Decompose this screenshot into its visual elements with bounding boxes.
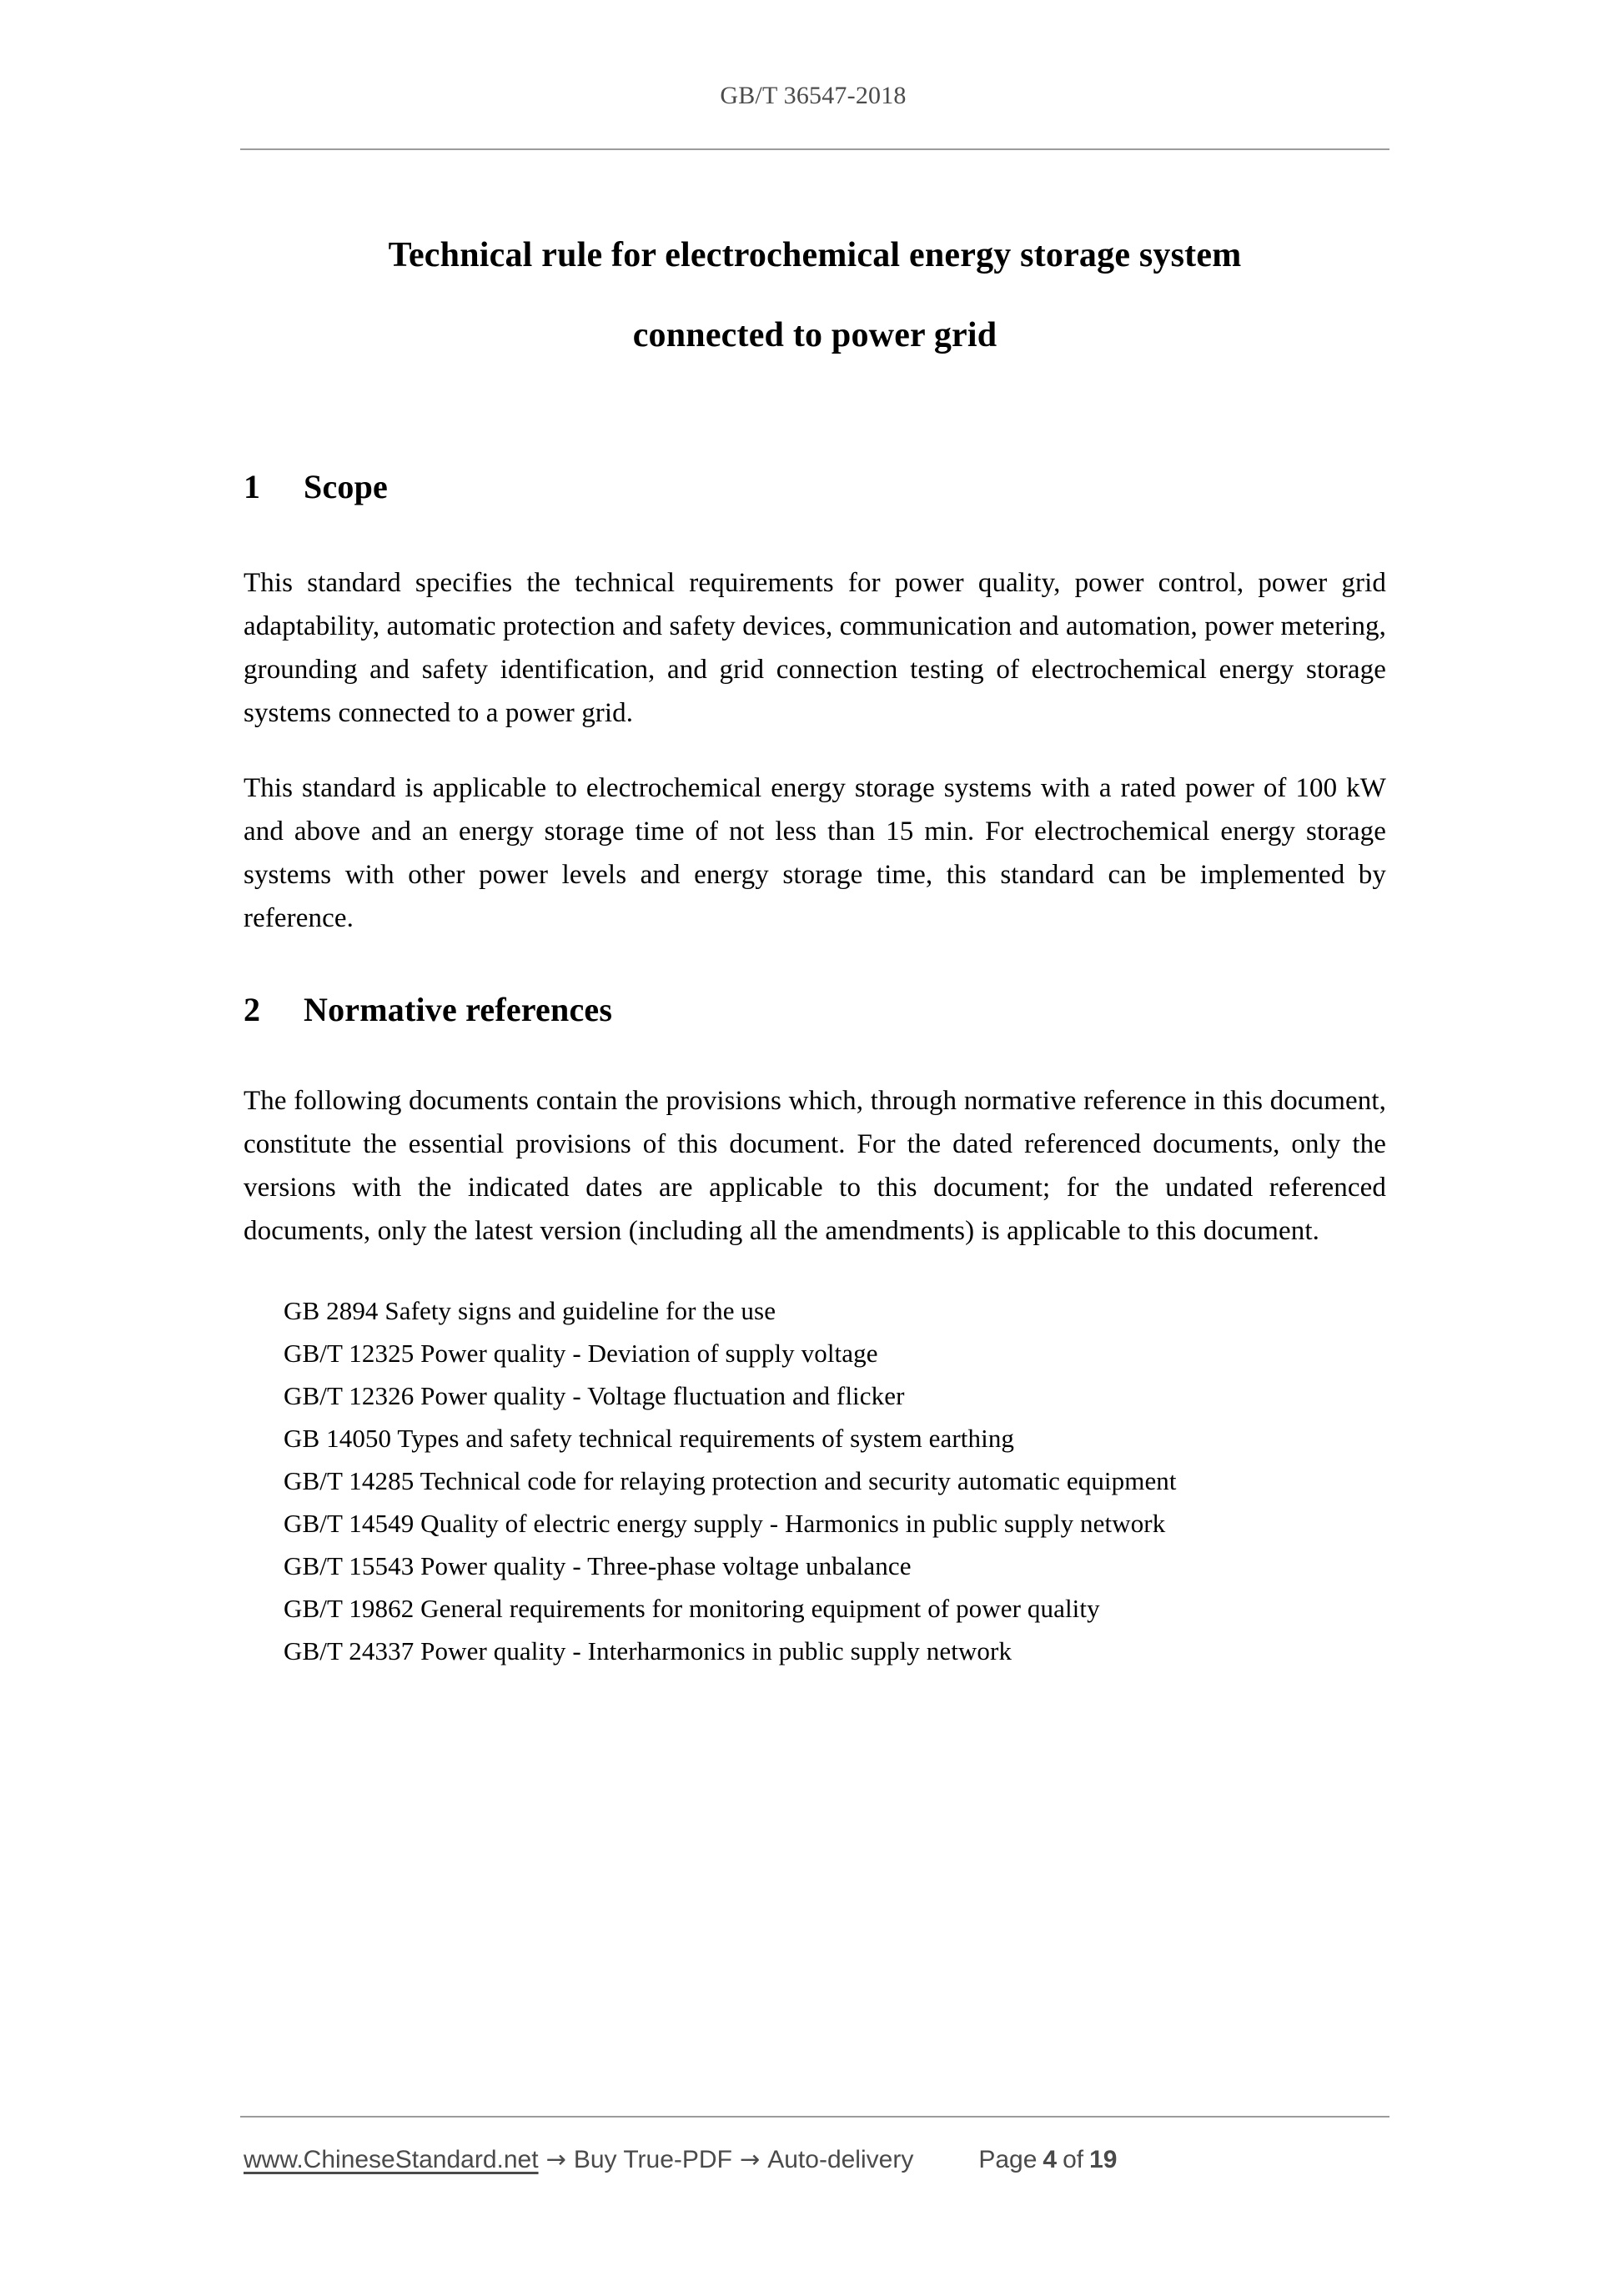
list-item: GB/T 19862 General requirements for monitoring equipment of power quality — [284, 1594, 1100, 1624]
normative-references-paragraph: The following documents contain the provisions which, through normative reference in this document, constitute the essential provisions of this document. For the dated referenced documents, only the versions with the indicated dates are applicable to this document; for the undated referenced documents, only the latest version (including all the amendments) is applicable to this document. — [244, 1086, 1386, 1247]
header-divider — [240, 148, 1389, 150]
scope-paragraph-1: This standard specifies the technical requirements for power quality, power control, power grid adaptability, automatic protection and safety devices, communication and automation, power metering, grounding and safety identification, and grid connection testing of electrochemical energy storage systems connected to a power grid. — [244, 568, 1386, 729]
footer-promo-auto-delivery: Auto-delivery — [767, 2146, 914, 2173]
footer-divider — [240, 2116, 1389, 2118]
page-total: 19 — [1089, 2146, 1118, 2173]
document-title — [240, 215, 1389, 375]
arrow-right-icon: → — [545, 2145, 566, 2173]
list-item: GB/T 14549 Quality of electric energy supply - Harmonics in public supply network — [284, 1509, 1166, 1539]
spacer — [244, 1253, 1386, 1289]
section-title-2: Normative references — [304, 991, 613, 1029]
chinesestandard-url-link[interactable]: www.ChineseStandard.net — [244, 2146, 539, 2173]
arrow-right-icon: → — [739, 2145, 761, 2173]
section-heading-2 — [244, 990, 1386, 1029]
list-item: GB/T 15543 Power quality - Three-phase voltage unbalance — [284, 1551, 912, 1581]
page-number: 4 — [1043, 2146, 1058, 2173]
footer-promo — [244, 2145, 913, 2174]
spacer — [244, 940, 1386, 990]
normative-reference-list — [244, 1289, 1386, 1672]
section-title-1: Scope — [304, 468, 388, 505]
list-item: GB/T 12325 Power quality - Deviation of supply voltage — [284, 1339, 878, 1369]
list-item: GB 2894 Safety signs and guideline for the use — [284, 1296, 776, 1326]
footer-promo-buy-true-pdf: Buy True-PDF — [573, 2146, 732, 2173]
document-body — [244, 467, 1386, 1672]
section-heading-1 — [244, 467, 1386, 506]
spacer — [244, 506, 1386, 561]
spacer — [244, 1029, 1386, 1079]
page-header — [240, 83, 1386, 108]
page-of-label: of — [1063, 2146, 1084, 2173]
list-item: GB/T 14285 Technical code for relaying protection and security automatic equipment — [284, 1466, 1177, 1496]
list-item: GB/T 24337 Power quality - Interharmonics in public supply network — [284, 1636, 1012, 1666]
section-number-1: 1 — [244, 468, 261, 505]
page-label: Page — [978, 2146, 1038, 2173]
scope-paragraph-2: This standard is applicable to electrochemical energy storage systems with a rated power of 100 kW and above and an energy storage time of not less than 15 min. For electrochemical energy storage systems with other power levels and energy storage time, this standard can be implemented by reference. — [244, 773, 1386, 934]
section-number-2: 2 — [244, 991, 261, 1029]
spacer — [244, 735, 1386, 766]
standard-code-header: GB/T 36547-2018 — [720, 82, 907, 109]
page-indicator — [978, 2146, 1123, 2174]
document-title-line-1: Technical rule for electrochemical energy storage system — [388, 236, 1242, 274]
list-item: GB/T 12326 Power quality - Voltage fluctuation and flicker — [284, 1381, 905, 1411]
document-title-line-2: connected to power grid — [632, 316, 997, 354]
page-footer — [244, 2145, 1389, 2174]
list-item: GB 14050 Types and safety technical requirements of system earthing — [284, 1424, 1015, 1454]
